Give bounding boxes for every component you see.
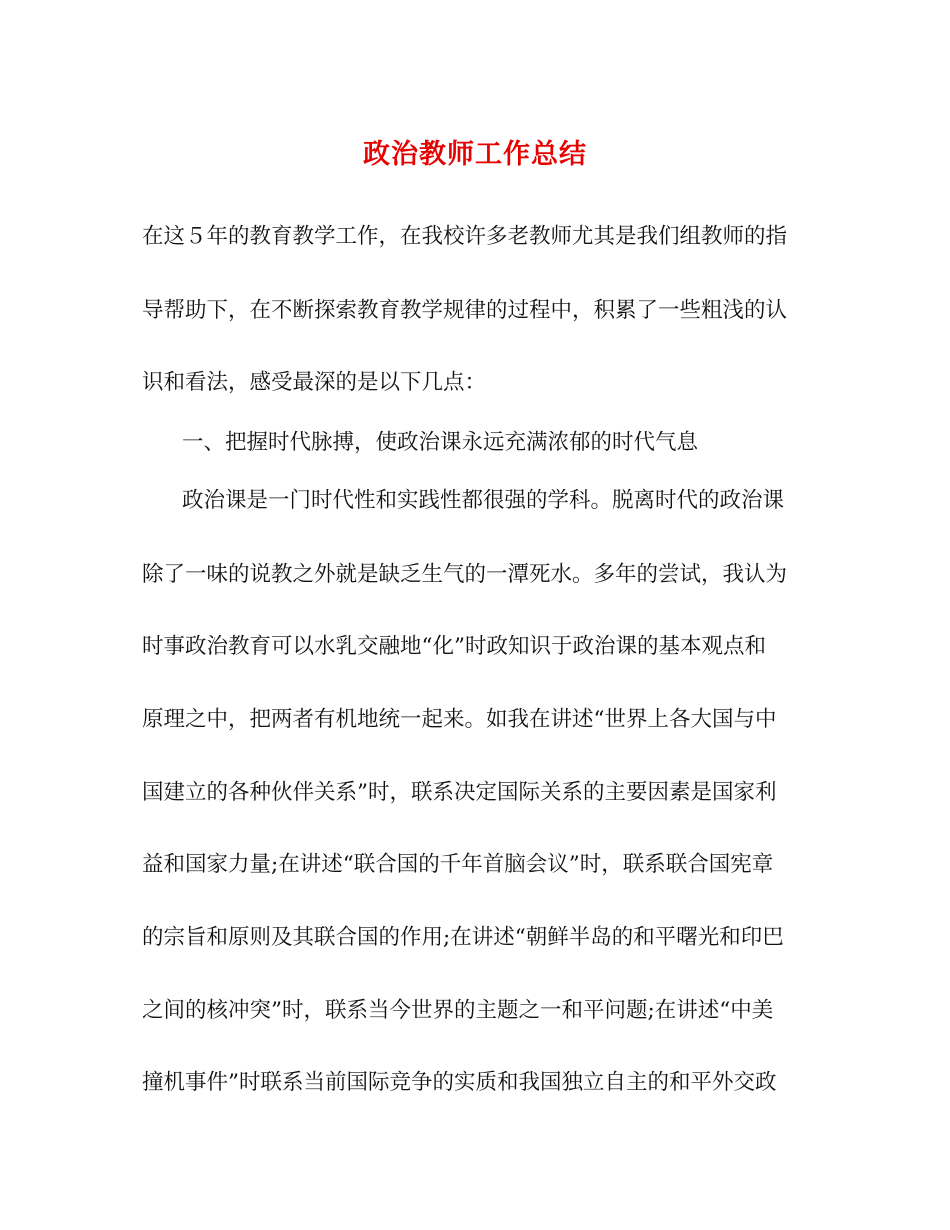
paragraph-line: 政治课是一门时代性和实践性都很强的学科。脱离时代的政治课 [182,488,785,513]
paragraph-line: 导帮助下，在不断探索教育教学规律的过程中，积累了一些粗浅的认 [142,298,788,323]
paragraph-line: 的宗旨和原则及其联合国的作用;在讲述“朝鲜半岛的和平曙光和印巴 [142,925,784,950]
paragraph-line: 除了一味的说教之外就是缺乏生气的一潭死水。多年的尝试，我认为 [142,562,788,587]
paragraph-line: 之间的核冲突”时，联系当今世界的主题之一和平问题;在讲述“中美 [142,998,774,1023]
paragraph-line: 撞机事件”时联系当前国际竞争的实质和我国独立自主的和平外交政 [142,1070,777,1095]
paragraph-line: 在这５年的教育教学工作，在我校许多老教师尤其是我们组教师的指 [142,224,788,249]
paragraph-line: 时事政治教育可以水乳交融地“化”时政知识于政治课的基本观点和 [142,634,766,659]
section-heading: 一、把握时代脉搏，使政治课永远充满浓郁的时代气息 [182,430,699,455]
paragraph-line: 国建立的各种伙伴关系”时，联系决定国际关系的主要因素是国家利 [142,780,777,805]
document-title: 政治教师工作总结 [363,139,587,170]
paragraph-line: 益和国家力量;在讲述“联合国的千年首脑会议”时，联系联合国宪章 [142,852,774,877]
paragraph-line: 识和看法，感受最深的是以下几点： [142,370,487,395]
paragraph-line: 原理之中，把两者有机地统一起来。如我在讲述“世界上各大国与中 [142,707,777,732]
